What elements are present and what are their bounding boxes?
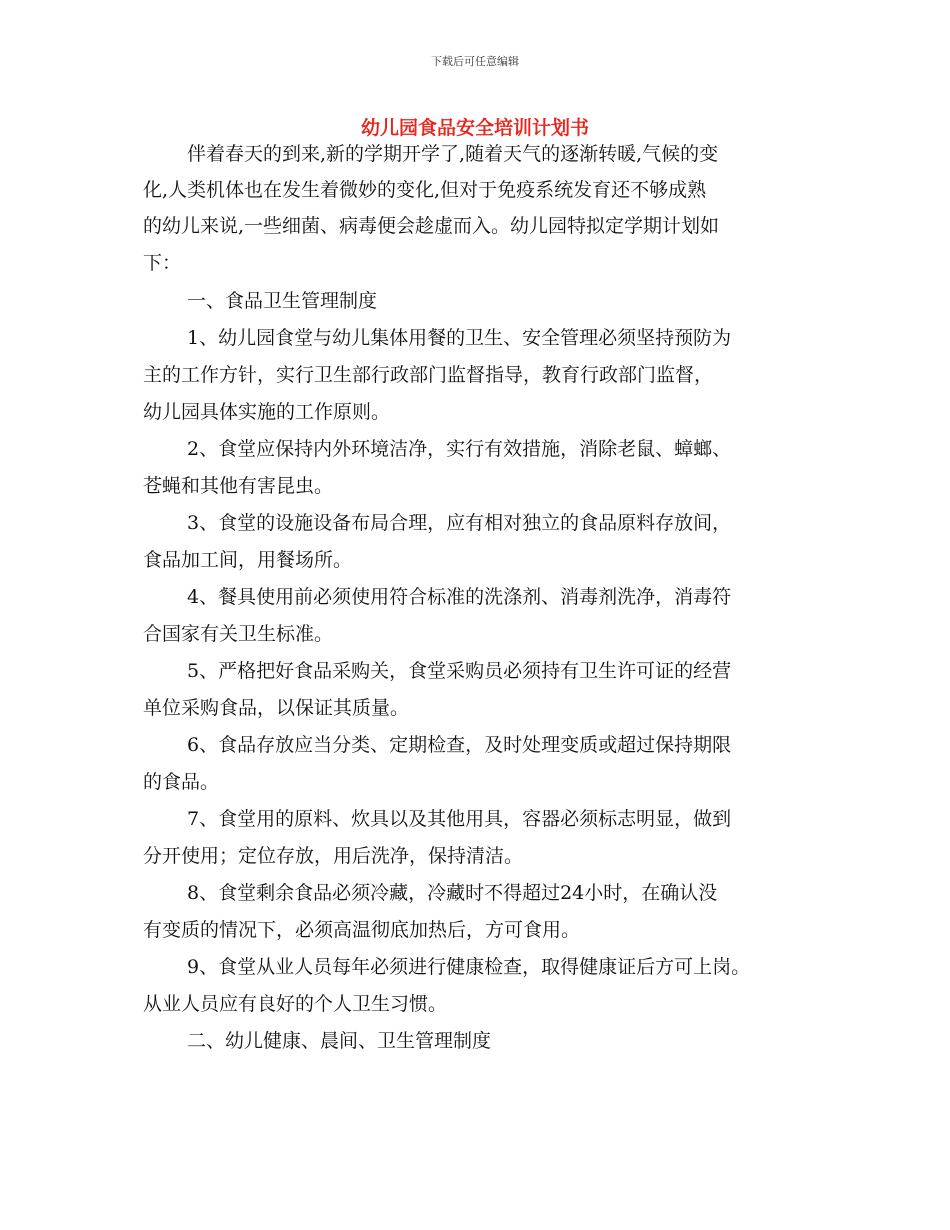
body-line: 有变质的情况下，必须高温彻底加热后，方可食用。	[143, 919, 581, 941]
body-line: 化,人类机体也在发生着微妙的变化,但对于免疫系统发育还不够成熟	[143, 179, 707, 201]
body-line: 3、食堂的设施设备布局合理，应有相对独立的食品原料存放间，	[187, 512, 732, 534]
body-line: 1、幼儿园食堂与幼儿集体用餐的卫生、安全管理必须坚持预防为	[187, 327, 732, 349]
body-line: 8、食堂剩余食品必须冷藏，冷藏时不得超过24小时，在确认没	[187, 882, 718, 904]
section-heading: 二、幼儿健康、晨间、卫生管理制度	[187, 1030, 492, 1052]
body-line: 苍蝇和其他有害昆虫。	[143, 475, 334, 497]
body-line: 的食品。	[143, 771, 220, 793]
body-line: 合国家有关卫生标准。	[143, 623, 334, 645]
body-line: 伴着春天的到来,新的学期开学了,随着天气的逐渐转暖,气候的变	[187, 143, 719, 165]
body-line: 9、食堂从业人员每年必须进行健康检查，取得健康证后方可上岗。	[187, 956, 751, 978]
body-line: 的幼儿来说,一些细菌、病毒便会趁虚而入。幼儿园特拟定学期计划如	[143, 215, 720, 237]
body-line: 食品加工间，用餐场所。	[143, 549, 353, 571]
body-line: 分开使用；定位存放，用后洗净，保持清洁。	[143, 845, 524, 867]
body-line: 下：	[143, 252, 182, 274]
body-line: 7、食堂用的原料、炊具以及其他用具，容器必须标志明显，做到	[187, 808, 732, 830]
body-line: 5、严格把好食品采购关，食堂采购员必须持有卫生许可证的经营	[187, 660, 732, 682]
body-line: 主的工作方针，实行卫生部行政部门监督指导，教育行政部门监督，	[143, 364, 714, 386]
body-line: 从业人员应有良好的个人卫生习惯。	[143, 993, 448, 1015]
section-heading: 一、食品卫生管理制度	[187, 290, 378, 312]
body-line: 2、食堂应保持内外环境洁净，实行有效措施，消除老鼠、蟑螂、	[187, 438, 732, 460]
body-line: 单位采购食品，以保证其质量。	[143, 697, 410, 719]
document-title: 幼儿园食品安全培训计划书	[360, 117, 589, 139]
body-line: 幼儿园具体实施的工作原则。	[143, 401, 391, 423]
body-line: 6、食品存放应当分类、定期检查，及时处理变质或超过保持期限	[187, 734, 732, 756]
body-line: 4、餐具使用前必须使用符合标准的洗涤剂、消毒剂洗净，消毒符	[187, 586, 732, 608]
page-header-note: 下载后可任意编辑	[431, 55, 519, 68]
